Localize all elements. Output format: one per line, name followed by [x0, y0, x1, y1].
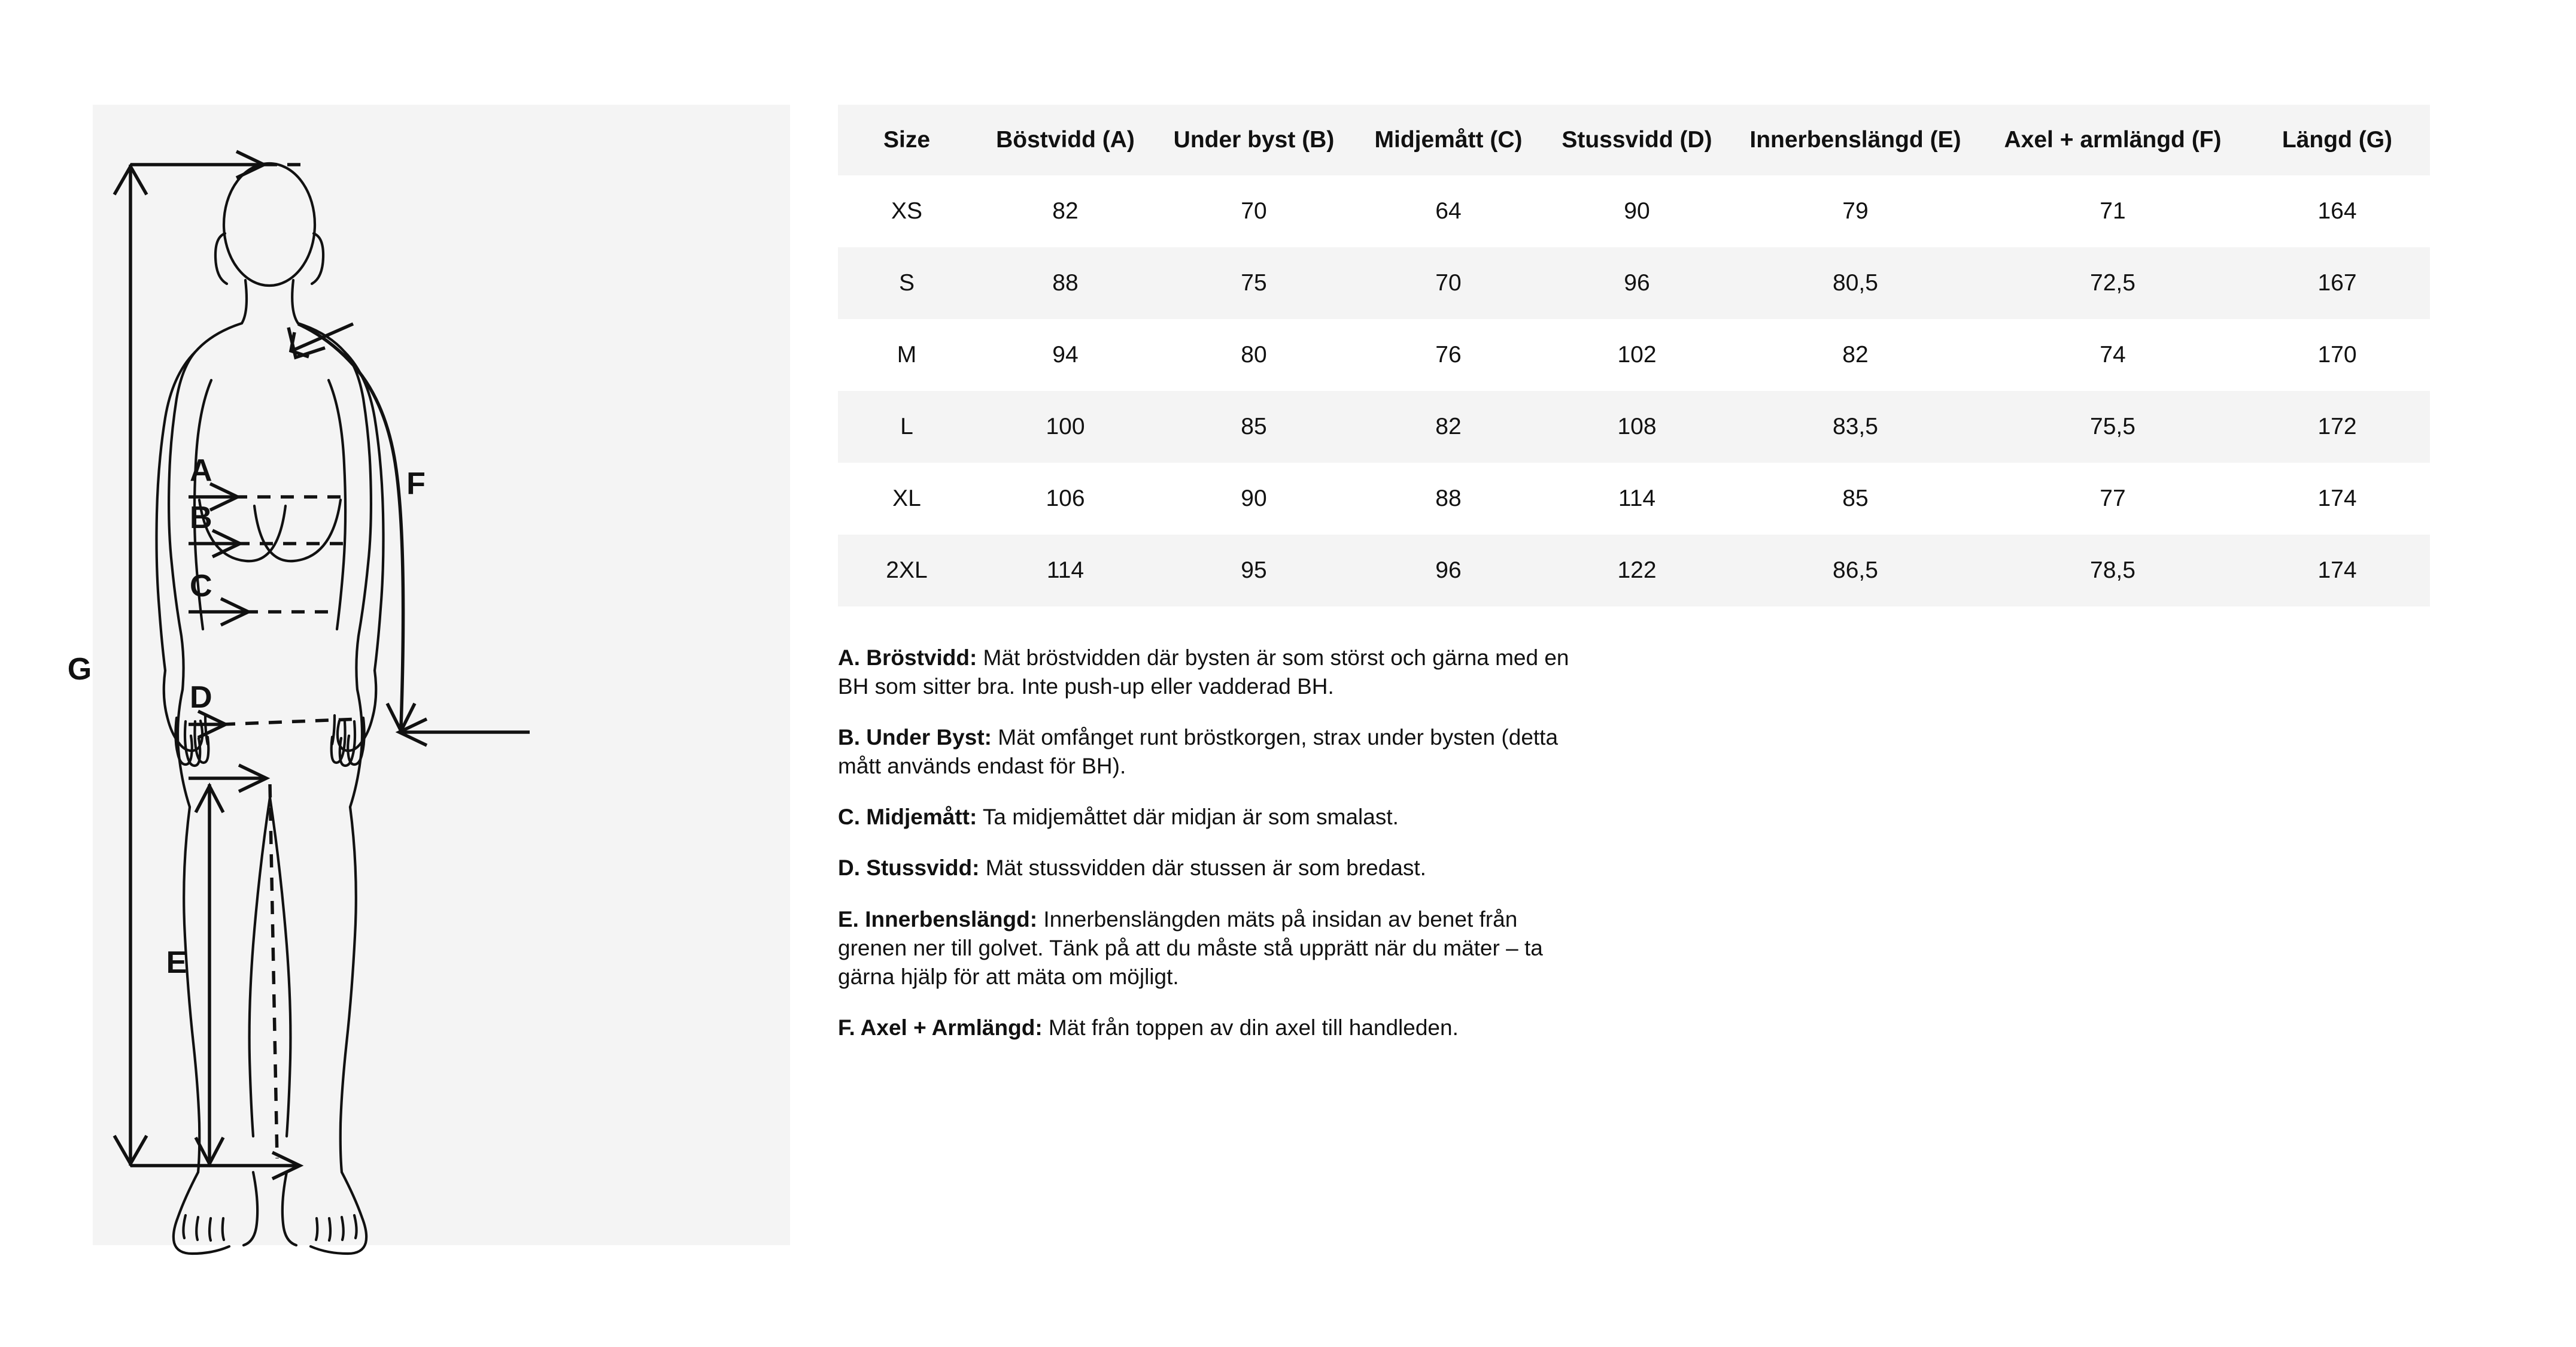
measure-label-f: F: [406, 466, 426, 501]
cell-waist: 76: [1435, 341, 1462, 368]
column-header-sleeve: Axel + armlängd (F): [2004, 126, 2222, 153]
cell-length: 174: [2317, 485, 2357, 511]
cell-hips: 114: [1618, 485, 1656, 511]
table-row: [838, 535, 2430, 606]
cell-sleeve: 71: [2100, 198, 2126, 224]
measure-g-total-height: [68, 151, 308, 1179]
table-header-row: [838, 105, 2430, 175]
cell-size: 2XL: [886, 557, 928, 583]
cell-length: 170: [2317, 341, 2357, 368]
column-header-waist: Midjemått (C): [1374, 126, 1523, 153]
cell-underbust: 90: [1241, 485, 1267, 511]
cell-hips: 96: [1624, 269, 1650, 296]
description-b-text: Mät omfånget runt bröstkorgen, strax under bysten (detta mått används endast för BH).: [838, 725, 1559, 779]
cell-sleeve: 72,5: [2090, 269, 2135, 296]
cell-size: M: [897, 341, 917, 368]
table-row: [838, 247, 2430, 319]
description-e-lead: E. Innerbenslängd:: [838, 906, 1038, 932]
description-b-lead: B. Under Byst:: [838, 725, 992, 750]
body-measurement-diagram: [57, 81, 835, 1272]
cell-bust: 94: [1052, 341, 1079, 368]
cell-sleeve: 75,5: [2090, 413, 2135, 439]
cell-waist: 70: [1435, 269, 1462, 296]
cell-hips: 108: [1617, 413, 1657, 439]
cell-waist: 96: [1435, 557, 1462, 583]
measure-f-shoulder-arm: [288, 324, 530, 745]
cell-underbust: 80: [1241, 341, 1267, 368]
cell-inseam: 85: [1842, 485, 1869, 511]
table-row: [838, 463, 2430, 535]
description-b: [838, 723, 1574, 781]
measure-label-e: E: [166, 945, 187, 980]
description-c-text: Ta midjemåttet där midjan är som smalast.: [977, 805, 1399, 830]
cell-bust: 100: [1046, 413, 1085, 439]
column-header-inseam: Innerbenslängd (E): [1749, 126, 1961, 153]
cell-sleeve: 77: [2100, 485, 2126, 511]
cell-sleeve: 78,5: [2090, 557, 2135, 583]
measure-label-a: A: [190, 453, 212, 488]
description-a: [838, 644, 1574, 701]
measure-c-waist: [189, 569, 338, 625]
column-header-bust: Böstvidd (A): [996, 126, 1135, 153]
cell-waist: 82: [1435, 413, 1462, 439]
cell-bust: 82: [1052, 198, 1079, 224]
cell-length: 167: [2317, 269, 2357, 296]
description-f-lead: F. Axel + Armlängd:: [838, 1015, 1043, 1040]
measure-label-d: D: [190, 680, 212, 715]
description-d-lead: D. Stussvidd:: [838, 855, 980, 881]
table-row: [838, 319, 2430, 391]
table-row: [838, 391, 2430, 463]
description-c-lead: C. Midjemått:: [838, 805, 977, 830]
cell-length: 164: [2317, 198, 2357, 224]
measure-label-c: C: [190, 569, 212, 603]
cell-size: L: [900, 413, 913, 439]
description-d-text: Mät stussvidden där stussen är som bredast.: [979, 855, 1426, 881]
cell-inseam: 86,5: [1833, 557, 1878, 583]
table-row: [838, 175, 2430, 247]
description-c: [838, 803, 1574, 832]
description-a-text: Mät bröstvidden där bysten är som störst och gärna med en BH som sitter bra. Inte push-up eller vadderad BH.: [838, 645, 1569, 699]
cell-hips: 102: [1617, 341, 1657, 368]
description-e-text: Innerbenslängden mäts på insidan av benet från grenen ner till golvet. Tänk på att du måste stå upprätt när du mäter – ta gärna hjälp för att mäta om möjligt.: [838, 906, 1543, 989]
cell-inseam: 79: [1842, 198, 1869, 224]
cell-size: XL: [892, 485, 921, 511]
cell-inseam: 82: [1842, 341, 1869, 368]
cell-bust: 114: [1046, 557, 1085, 583]
cell-waist: 88: [1435, 485, 1462, 511]
cell-inseam: 83,5: [1833, 413, 1878, 439]
measure-e-inseam: [166, 765, 277, 1166]
column-header-length: Längd (G): [2282, 126, 2393, 153]
measure-a-bust: [189, 453, 348, 510]
cell-bust: 106: [1046, 485, 1085, 511]
measure-label-b: B: [190, 500, 212, 535]
description-f-text: Mät från toppen av din axel till handleden.: [1042, 1015, 1459, 1040]
measure-label-g: G: [67, 652, 92, 687]
column-header-size: Size: [883, 126, 931, 153]
cell-size: XS: [891, 198, 923, 224]
size-guide-content: [838, 105, 2442, 1042]
cell-inseam: 80,5: [1833, 269, 1878, 296]
cell-size: S: [898, 269, 915, 296]
cell-underbust: 85: [1241, 413, 1267, 439]
measurement-descriptions: [838, 644, 1574, 1042]
cell-underbust: 95: [1241, 557, 1267, 583]
measurement-figure-panel: [67, 105, 790, 1245]
description-f: [838, 1014, 1574, 1042]
column-header-hips: Stussvidd (D): [1562, 126, 1712, 153]
cell-hips: 122: [1617, 557, 1657, 583]
cell-underbust: 70: [1241, 198, 1267, 224]
cell-hips: 90: [1624, 198, 1650, 224]
cell-sleeve: 74: [2100, 341, 2126, 368]
cell-length: 172: [2317, 413, 2357, 439]
cell-waist: 64: [1435, 198, 1462, 224]
column-header-underbust: Under byst (B): [1173, 126, 1335, 153]
cell-underbust: 75: [1241, 269, 1267, 296]
cell-length: 174: [2317, 557, 2357, 583]
description-d: [838, 854, 1574, 882]
description-e: [838, 905, 1574, 991]
description-a-lead: A. Bröstvidd:: [838, 645, 977, 670]
cell-bust: 88: [1052, 269, 1079, 296]
size-chart-table: [838, 105, 2430, 606]
